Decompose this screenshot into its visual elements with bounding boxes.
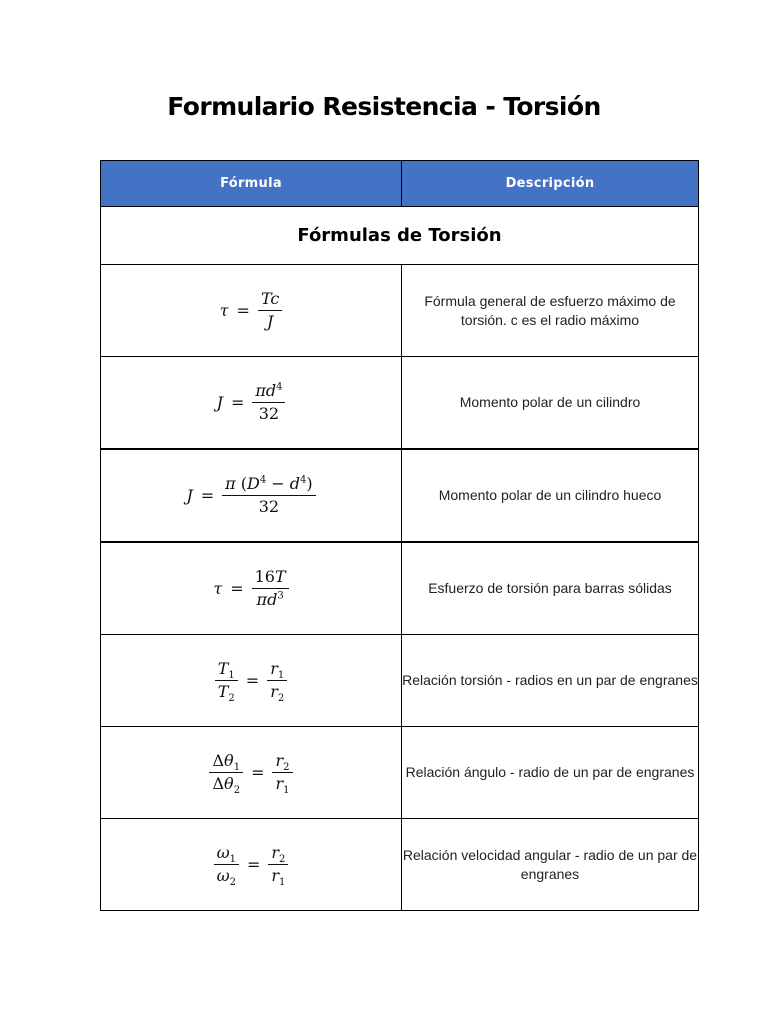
formula-angle-radius: $\frac{\Delta\theta_1}{\Delta\theta_2}$ = $\frac{r_2}{r_1}$ xyxy=(209,752,292,793)
formula-cell xyxy=(101,727,402,819)
table-row xyxy=(101,727,699,819)
description-text: Momento polar de un cilindro hueco xyxy=(438,487,662,503)
formula-torque-radius: $\frac{T_1}{T_2}$ = $\frac{r_1}{r_2}$ xyxy=(215,660,287,701)
page-title-text: Formulario Resistencia - Torsión xyxy=(167,92,601,121)
table-row xyxy=(101,542,699,635)
description-cell xyxy=(402,357,699,450)
description-text: Relación ángulo - radio de un par de engranes xyxy=(405,764,695,780)
description-cell xyxy=(402,727,699,819)
formula-cell xyxy=(101,265,402,357)
formula-cell xyxy=(101,449,402,542)
description-cell xyxy=(402,449,699,542)
formula-tau-solid: τ = $\frac{16T}{\pi d^3}$ xyxy=(213,568,288,609)
header-description: Descripción xyxy=(402,161,699,207)
formula-tau-general: τ = $\frac{Tc}{J}$ xyxy=(220,290,283,331)
description-text: Esfuerzo de torsión para barras sólidas xyxy=(428,580,672,596)
description-text: Momento polar de un cilindro xyxy=(459,394,641,410)
section-row xyxy=(101,207,699,265)
table-row xyxy=(101,819,699,911)
description-cell xyxy=(402,819,699,911)
description-text: Relación torsión - radios en un par de engranes xyxy=(402,672,698,688)
table-row xyxy=(101,357,699,450)
description-cell xyxy=(402,265,699,357)
formula-cell xyxy=(101,819,402,911)
table-header-row xyxy=(101,161,699,207)
formula-angular-velocity-radius: $\frac{\omega_1}{\omega_2}$ = $\frac{r_2}{r_1}$ xyxy=(214,844,289,885)
formula-polar-moment: J = $\frac{\pi d^4}{32}$ xyxy=(217,382,286,423)
formula-cell xyxy=(101,357,402,450)
formula-polar-moment-hollow: J = $\frac{\pi (D^4 - d^4)}{32}$ xyxy=(186,475,315,516)
section-title: Fórmulas de Torsión xyxy=(101,207,699,265)
formula-cell xyxy=(101,542,402,635)
table-row xyxy=(101,635,699,727)
description-cell xyxy=(402,635,699,727)
description-text: Fórmula general de esfuerzo máximo de torsión. c es el radio máximo xyxy=(424,292,676,328)
formula-table xyxy=(100,160,699,911)
table-row xyxy=(101,265,699,357)
formula-cell xyxy=(101,635,402,727)
header-formula: Fórmula xyxy=(101,161,402,207)
page-title xyxy=(0,92,768,121)
description-cell xyxy=(402,542,699,635)
table-row xyxy=(101,449,699,542)
description-text: Relación velocidad angular - radio de un par de engranes xyxy=(402,846,698,882)
